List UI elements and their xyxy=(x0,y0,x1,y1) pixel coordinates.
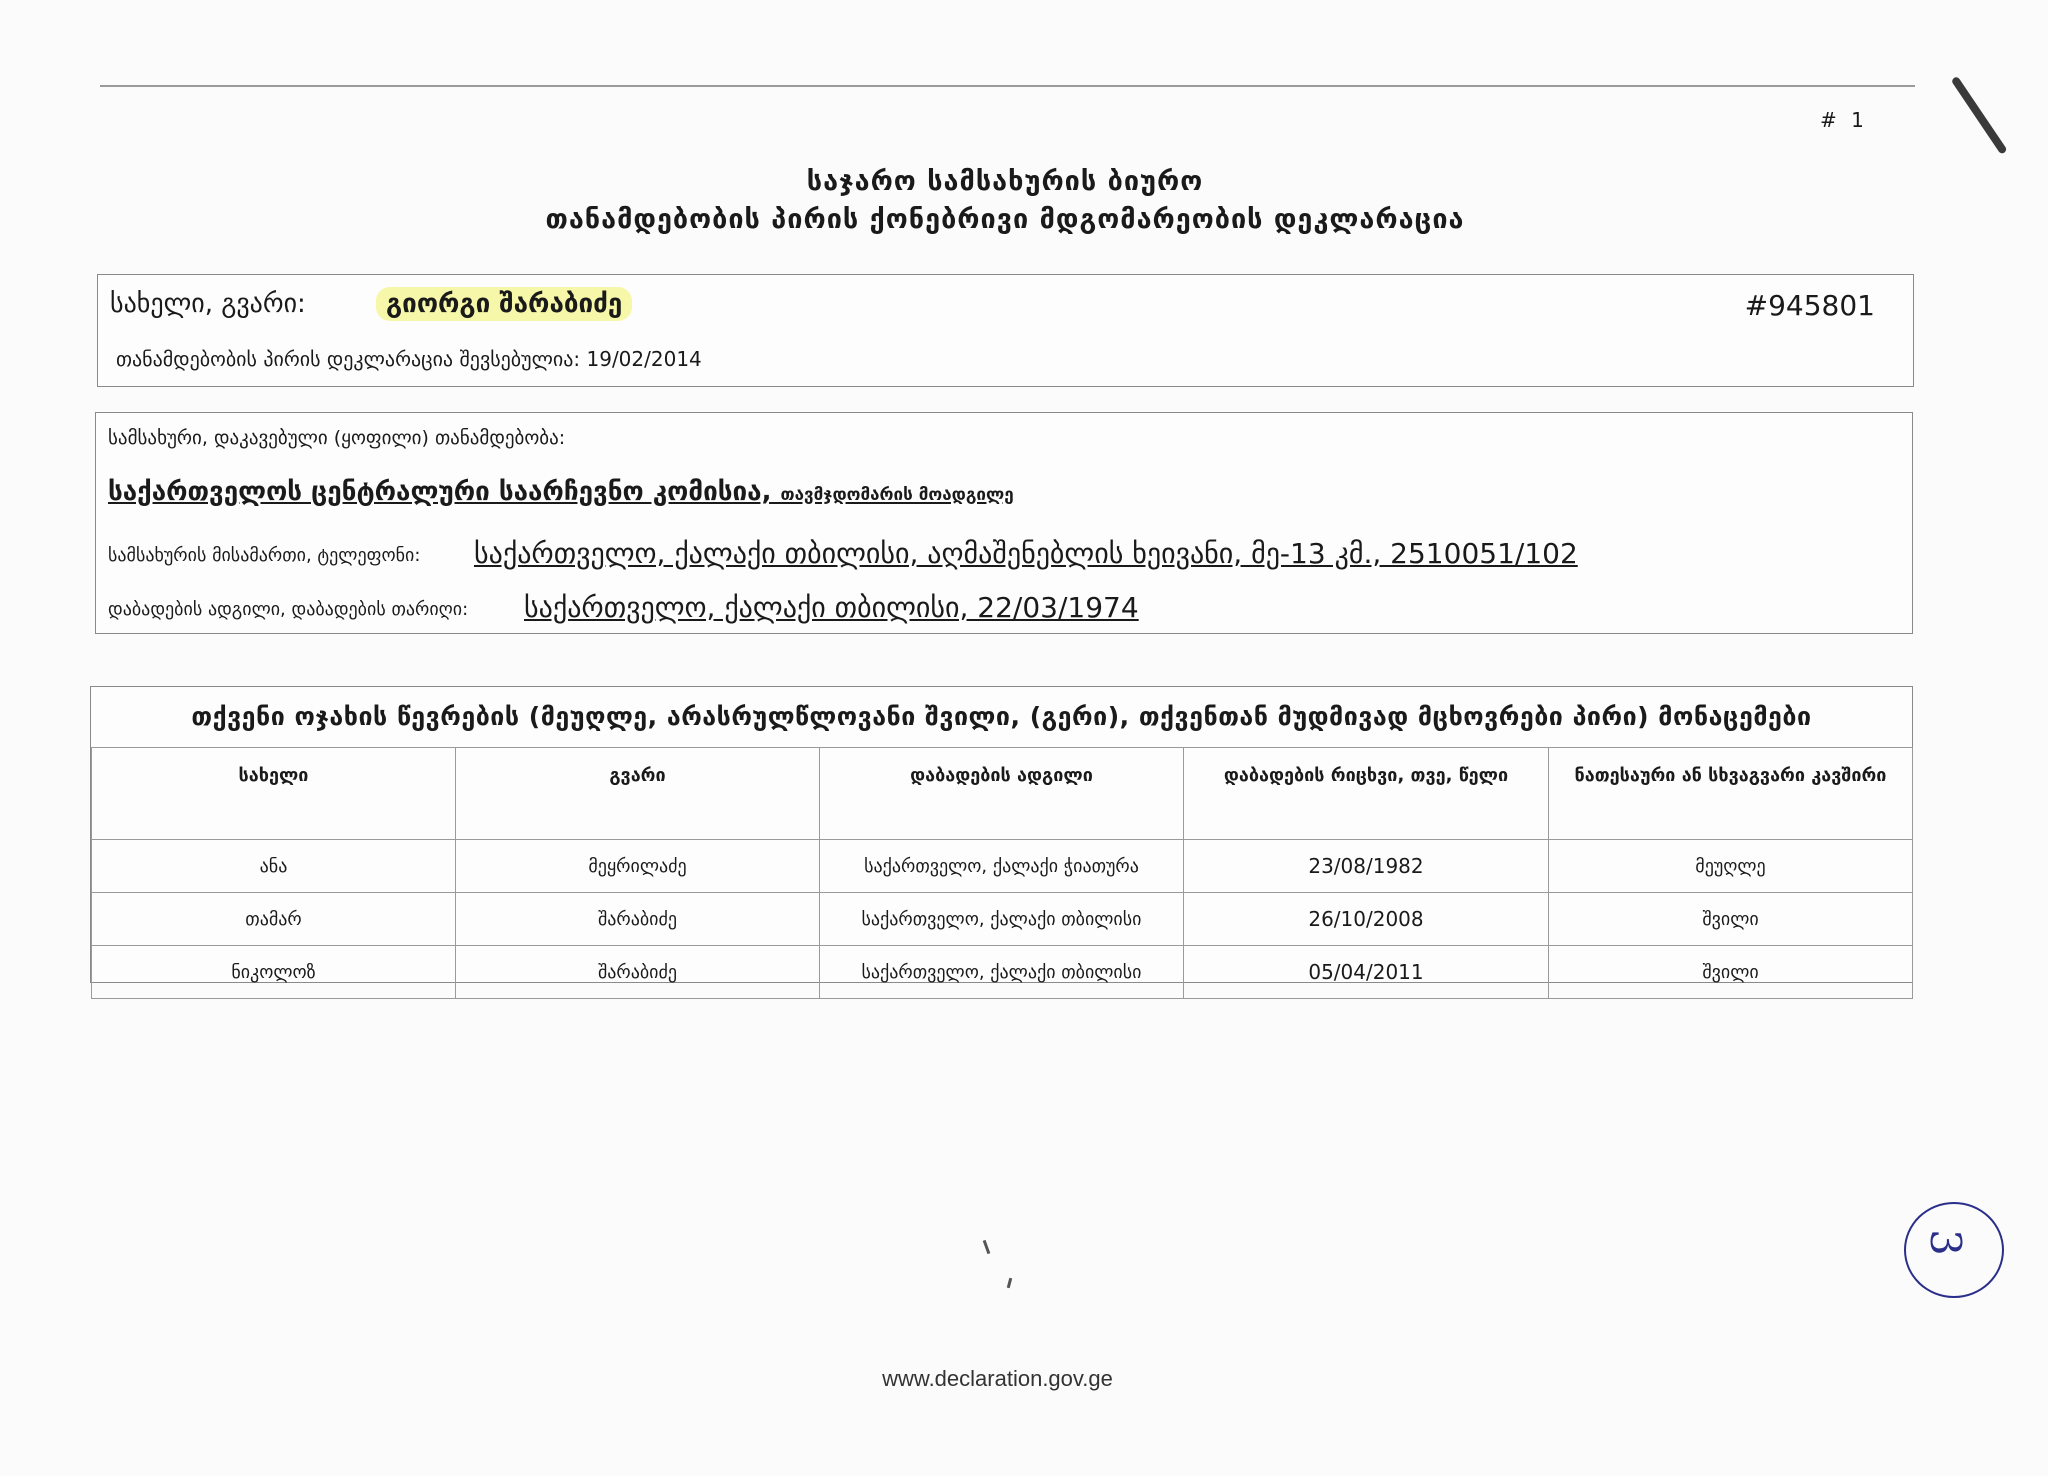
table-cell: ანა xyxy=(92,840,456,893)
page-number: # 1 xyxy=(1820,108,1868,132)
table-cell: თამარ xyxy=(92,893,456,946)
organization-name: საქართველოს ცენტრალური საარჩევნო კომისია, xyxy=(108,477,772,507)
organization-line xyxy=(108,477,1014,507)
table-cell: მეუღლე xyxy=(1549,840,1913,893)
family-table xyxy=(91,747,1913,999)
identity-section xyxy=(97,274,1914,387)
declaration-title: თანამდებობის პირის ქონებრივი მდგომარეობის დეკლარაცია xyxy=(545,204,1465,235)
family-section xyxy=(90,686,1913,983)
table-cell: 05/04/2011 xyxy=(1184,946,1549,999)
birth-value: საქართველო, ქალაქი თბილისი, 22/03/1974 xyxy=(524,591,1139,624)
table-cell: 26/10/2008 xyxy=(1184,893,1549,946)
table-row xyxy=(92,946,1913,999)
column-header: დაბადების ადგილი xyxy=(820,748,1184,840)
table-cell: საქართველო, ქალაქი თბილისი xyxy=(820,893,1184,946)
name-label: სახელი, გვარი: xyxy=(110,289,306,319)
declaration-id: #945801 xyxy=(1744,289,1875,322)
table-row xyxy=(92,893,1913,946)
footer-website: www.declaration.gov.ge xyxy=(882,1366,1113,1391)
table-row xyxy=(92,840,1913,893)
position-label: სამსახური, დაკავებული (ყოფილი) თანამდებობა: xyxy=(108,427,566,449)
table-cell: მეყრილაძე xyxy=(456,840,820,893)
name-value-highlighted: გიორგი შარაბიძე xyxy=(376,287,632,321)
scan-speck xyxy=(983,1240,991,1254)
bureau-title: საჯარო სამსახურის ბიურო xyxy=(806,166,1204,197)
table-cell: ნიკოლოზ xyxy=(92,946,456,999)
top-divider xyxy=(100,85,1915,87)
column-header: სახელი xyxy=(92,748,456,840)
position-section xyxy=(95,412,1913,634)
table-cell: შვილი xyxy=(1549,946,1913,999)
pen-stroke-mark xyxy=(1951,76,2008,155)
table-cell: შვილი xyxy=(1549,893,1913,946)
column-header: დაბადების რიცხვი, თვე, წელი xyxy=(1184,748,1549,840)
column-header: გვარი xyxy=(456,748,820,840)
filled-date: თანამდებობის პირის დეკლარაცია შევსებულია: 19/02/2014 xyxy=(116,347,702,371)
column-header: ნათესაური ან სხვაგვარი კავშირი xyxy=(1549,748,1913,840)
family-heading: თქვენი ოჯახის წევრების (მეუღლე, არასრულწლოვანი შვილი, (გერი), თქვენთან მუდმივად მცხოვრები პირი) მონაცემები xyxy=(91,687,1912,748)
handwritten-page-number xyxy=(1904,1202,2004,1298)
table-cell: 23/08/1982 xyxy=(1184,840,1549,893)
address-value: საქართველო, ქალაქი თბილისი, აღმაშენებლის ხეივანი, მე-13 კმ., 2510051/102 xyxy=(474,537,1578,570)
table-cell: საქართველო, ქალაქი თბილისი xyxy=(820,946,1184,999)
scan-speck xyxy=(1007,1278,1012,1288)
position-role: თავმჯდომარის მოადგილე xyxy=(780,485,1014,505)
table-cell: საქართველო, ქალაქი ჭიათურა xyxy=(820,840,1184,893)
birth-label: დაბადების ადგილი, დაბადების თარიღი: xyxy=(108,599,469,620)
handwritten-digit: 3 xyxy=(1920,1229,1970,1256)
table-header-row xyxy=(92,748,1913,840)
table-cell: შარაბიძე xyxy=(456,946,820,999)
address-label: სამსახურის მისამართი, ტელეფონი: xyxy=(108,545,421,566)
table-cell: შარაბიძე xyxy=(456,893,820,946)
